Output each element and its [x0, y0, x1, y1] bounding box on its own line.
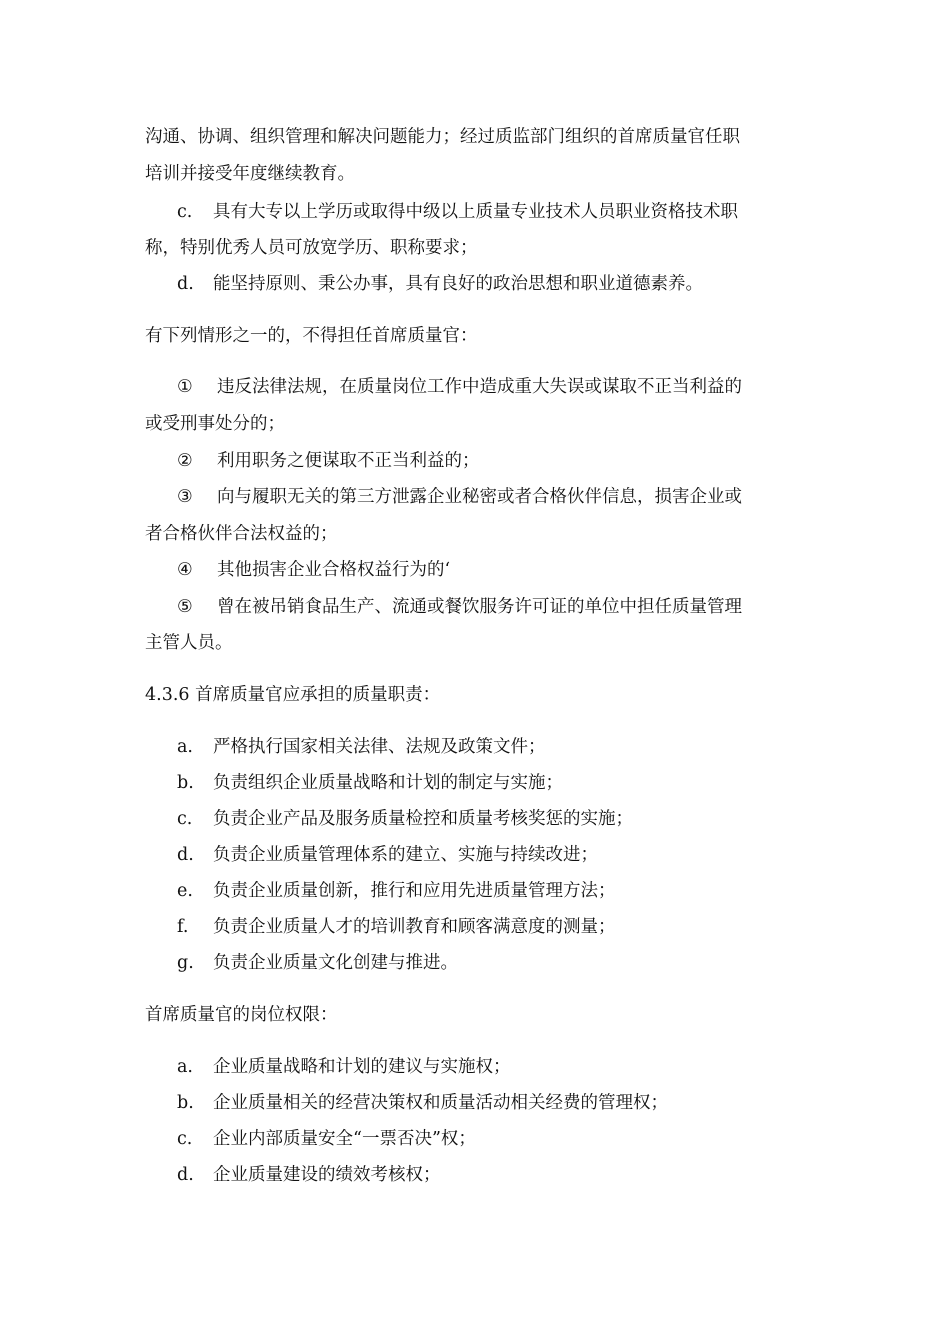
- list-marker: c.: [177, 809, 193, 829]
- list-item-text: 企业质量相关的经营决策权和质量活动相关经费的管理权；: [213, 1093, 668, 1113]
- duty-item-a: [177, 735, 847, 759]
- list-item-text: 负责企业质量人才的培训教育和顾客满意度的测量；: [213, 917, 616, 937]
- authority-item-c: [177, 1127, 847, 1151]
- list-item-text: 负责企业质量创新，推行和应用先进质量管理方法；: [213, 881, 616, 901]
- authority-item-b: [177, 1091, 847, 1115]
- duty-item-e: [177, 879, 847, 903]
- list-item-text: 违反法律法规，在质量岗位工作中造成重大失误或谋取不正当利益的: [217, 377, 742, 397]
- section-heading-exclusions: 有下列情形之一的，不得担任首席质量官：: [145, 326, 478, 346]
- list-item-text: 曾在被吊销食品生产、流通或餐饮服务许可证的单位中担任质量管理: [217, 597, 742, 617]
- exclusion-item-5: [177, 595, 847, 619]
- list-item-d: [177, 272, 847, 296]
- list-marker: e.: [177, 881, 193, 901]
- circled-marker: ③: [177, 487, 193, 507]
- circled-marker: ②: [177, 451, 193, 471]
- list-marker: b.: [177, 773, 194, 793]
- section-heading-duties: 4.3.6 首席质量官应承担的质量职责：: [145, 685, 441, 705]
- exclusion-item-4: [177, 558, 847, 582]
- list-marker: a.: [177, 1057, 193, 1077]
- duty-item-g: [177, 951, 847, 975]
- list-marker: b.: [177, 1093, 194, 1113]
- paragraph-line: 沟通、协调、组织管理和解决问题能力；经过质监部门组织的首席质量官任职: [145, 127, 740, 147]
- duty-item-b: [177, 771, 847, 795]
- list-item-text: 负责企业质量文化创建与推进。: [213, 953, 458, 973]
- list-item-text: 企业质量战略和计划的建议与实施权；: [213, 1057, 511, 1077]
- exclusion-item-1: [177, 375, 847, 399]
- list-item-continuation: 主管人员。: [145, 633, 233, 653]
- list-marker: c.: [177, 1129, 193, 1149]
- circled-marker: ④: [177, 560, 193, 580]
- section-heading-authorities: 首席质量官的岗位权限：: [145, 1005, 338, 1025]
- list-item-text: 企业内部质量安全“一票否决”权；: [213, 1129, 476, 1149]
- circled-marker: ⑤: [177, 597, 193, 617]
- list-item-text: 负责企业产品及服务质量检控和质量考核奖惩的实施；: [213, 809, 633, 829]
- duty-item-f: [177, 915, 847, 939]
- list-item-text: 严格执行国家相关法律、法规及政策文件；: [213, 737, 546, 757]
- list-marker: f.: [177, 917, 189, 937]
- list-item-c: [177, 200, 847, 224]
- list-marker: c.: [177, 202, 193, 222]
- list-item-text: 其他损害企业合格权益行为的‘: [217, 560, 451, 580]
- circled-marker: ①: [177, 377, 193, 397]
- list-marker: d.: [177, 274, 194, 294]
- duty-item-c: [177, 807, 847, 831]
- list-item-continuation: 或受刑事处分的；: [145, 414, 285, 434]
- exclusion-item-3: [177, 485, 847, 509]
- list-item-text: 能坚持原则、秉公办事，具有良好的政治思想和职业道德素养。: [213, 274, 703, 294]
- list-item-text: 负责组织企业质量战略和计划的制定与实施；: [213, 773, 563, 793]
- exclusion-item-2: [177, 449, 847, 473]
- authority-item-d: [177, 1163, 847, 1187]
- list-item-text: 企业质量建设的绩效考核权；: [213, 1165, 441, 1185]
- list-item-text: 具有大专以上学历或取得中级以上质量专业技术人员职业资格技术职: [213, 202, 738, 222]
- authority-item-a: [177, 1055, 847, 1079]
- list-item-continuation: 称，特别优秀人员可放宽学历、职称要求；: [145, 238, 478, 258]
- list-marker: g.: [177, 953, 194, 973]
- paragraph-line: 培训并接受年度继续教育。: [145, 164, 355, 184]
- list-marker: a.: [177, 737, 193, 757]
- list-item-continuation: 者合格伙伴合法权益的；: [145, 524, 338, 544]
- list-marker: d.: [177, 845, 194, 865]
- list-item-text: 向与履职无关的第三方泄露企业秘密或者合格伙伴信息，损害企业或: [217, 487, 742, 507]
- list-marker: d.: [177, 1165, 194, 1185]
- list-item-text: 利用职务之便谋取不正当利益的；: [217, 451, 480, 471]
- duty-item-d: [177, 843, 847, 867]
- list-item-text: 负责企业质量管理体系的建立、实施与持续改进；: [213, 845, 598, 865]
